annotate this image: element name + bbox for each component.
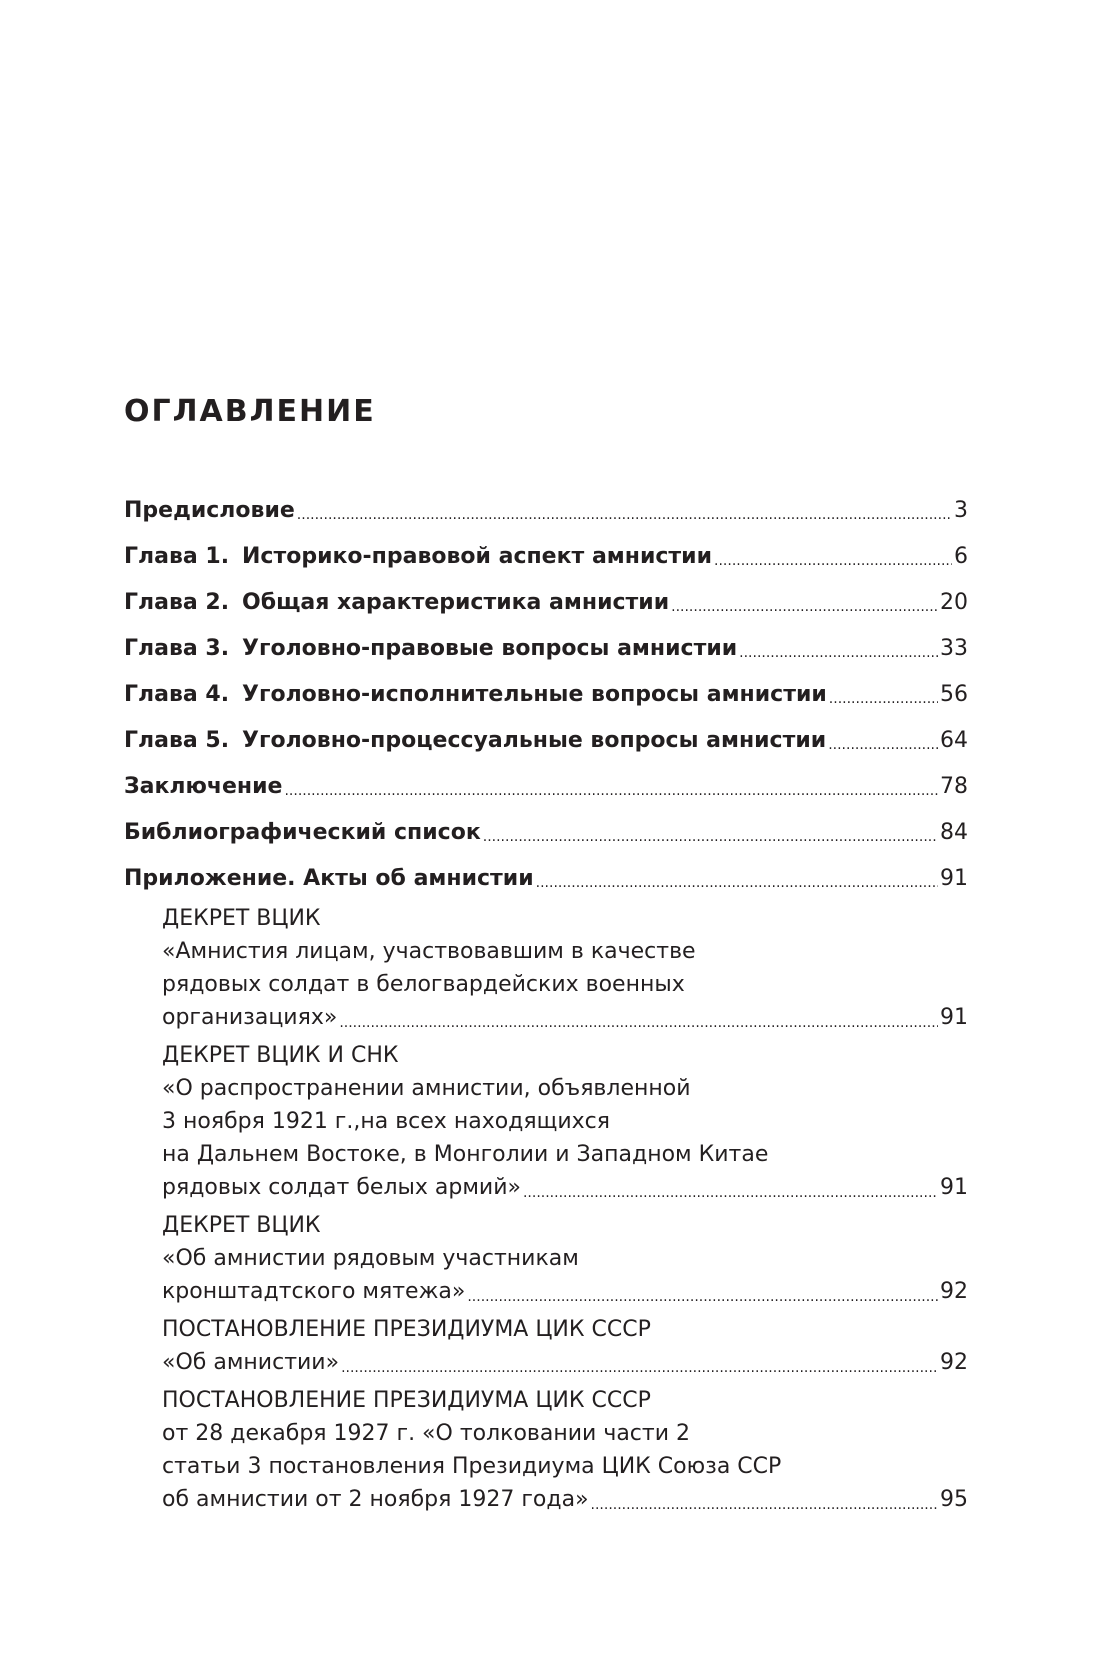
toc-page-number: 78 bbox=[940, 774, 968, 799]
dot-leader bbox=[828, 734, 938, 756]
toc-subentry[interactable] bbox=[162, 902, 968, 1034]
toc-page-number: 3 bbox=[954, 498, 968, 523]
dot-leader bbox=[829, 688, 938, 710]
subentry-line: организациях» bbox=[162, 1005, 338, 1030]
dot-leader bbox=[536, 872, 938, 894]
dot-leader bbox=[523, 1182, 938, 1204]
page-title: ОГЛАВЛЕНИЕ bbox=[124, 394, 376, 429]
toc-page-number: 91 bbox=[940, 1005, 968, 1030]
toc-page-number: 91 bbox=[940, 1175, 968, 1200]
toc-page-number: 92 bbox=[940, 1279, 968, 1304]
toc-entry-chapter-3[interactable] bbox=[124, 634, 968, 680]
dot-leader bbox=[467, 1286, 938, 1308]
toc-page-number: 64 bbox=[940, 728, 968, 753]
dot-leader bbox=[671, 596, 938, 618]
toc-entry-text: Уголовно-исполнительные вопросы амнистии bbox=[242, 682, 827, 707]
subentry-line: об амнистии от 2 ноября 1927 года» bbox=[162, 1487, 589, 1512]
toc-entry-text: Заключение bbox=[124, 774, 283, 799]
table-of-contents bbox=[124, 496, 968, 1521]
toc-subentry[interactable] bbox=[162, 1384, 968, 1516]
toc-subentry[interactable] bbox=[162, 1313, 968, 1379]
toc-page-number: 33 bbox=[940, 636, 968, 661]
subentry-line: ДЕКРЕТ ВЦИК bbox=[162, 1213, 321, 1238]
toc-entry-preface[interactable] bbox=[124, 496, 968, 542]
subentry-line: ПОСТАНОВЛЕНИЕ ПРЕЗИДИУМА ЦИК СССР bbox=[162, 1317, 651, 1342]
toc-entry-chapter-4[interactable] bbox=[124, 680, 968, 726]
toc-entry-text: Уголовно-процессуальные вопросы амнистии bbox=[242, 728, 827, 753]
toc-page-number: 92 bbox=[940, 1350, 968, 1375]
subentry-line: рядовых солдат белых армий» bbox=[162, 1175, 521, 1200]
subentry-line: рядовых солдат в белогвардейских военных bbox=[162, 972, 685, 997]
chapter-number: Глава 3. bbox=[124, 636, 230, 661]
dot-leader bbox=[341, 1357, 938, 1379]
toc-entry-conclusion[interactable] bbox=[124, 772, 968, 818]
chapter-number: Глава 2. bbox=[124, 590, 230, 615]
toc-entry-text: Приложение. Акты об амнистии bbox=[124, 866, 534, 891]
toc-page-number: 6 bbox=[954, 544, 968, 569]
toc-subentry[interactable] bbox=[162, 1039, 968, 1204]
chapter-number: Глава 1. bbox=[124, 544, 230, 569]
toc-page-number: 56 bbox=[940, 682, 968, 707]
subentry-line: кронштадтского мятежа» bbox=[162, 1279, 466, 1304]
toc-entry-chapter-5[interactable] bbox=[124, 726, 968, 772]
dot-leader bbox=[284, 780, 938, 802]
subentry-line: ДЕКРЕТ ВЦИК И СНК bbox=[162, 1043, 399, 1068]
toc-entry-text: Историко-правовой аспект амнистии bbox=[242, 544, 713, 569]
subentry-line: ПОСТАНОВЛЕНИЕ ПРЕЗИДИУМА ЦИК СССР bbox=[162, 1388, 651, 1413]
dot-leader bbox=[714, 550, 952, 572]
dot-leader bbox=[483, 826, 938, 848]
dot-leader bbox=[339, 1012, 938, 1034]
subentry-line: ДЕКРЕТ ВЦИК bbox=[162, 906, 321, 931]
toc-entry-chapter-1[interactable] bbox=[124, 542, 968, 588]
toc-page-number: 84 bbox=[940, 820, 968, 845]
toc-entry-text: Общая характеристика амнистии bbox=[242, 590, 670, 615]
dot-leader bbox=[591, 1494, 938, 1516]
subentry-line: 3 ноября 1921 г.,на всех находящихся bbox=[162, 1109, 610, 1134]
chapter-number: Глава 4. bbox=[124, 682, 230, 707]
toc-page-number: 95 bbox=[940, 1487, 968, 1512]
toc-page-number: 91 bbox=[940, 866, 968, 891]
toc-subentry[interactable] bbox=[162, 1209, 968, 1308]
subentry-line: на Дальнем Востоке, в Монголии и Западном Китае bbox=[162, 1142, 769, 1167]
subentry-line: статьи 3 постановления Президиума ЦИК Союза ССР bbox=[162, 1454, 782, 1479]
subentry-line: «Об амнистии рядовым участникам bbox=[162, 1246, 579, 1271]
toc-entry-text: Библиографический список bbox=[124, 820, 481, 845]
toc-entry-text: Уголовно-правовые вопросы амнистии bbox=[242, 636, 738, 661]
toc-entry-chapter-2[interactable] bbox=[124, 588, 968, 634]
subentry-line: от 28 декабря 1927 г. «О толковании части 2 bbox=[162, 1421, 691, 1446]
toc-page-number: 20 bbox=[940, 590, 968, 615]
dot-leader bbox=[739, 642, 938, 664]
chapter-number: Глава 5. bbox=[124, 728, 230, 753]
toc-entry-text: Предисловие bbox=[124, 498, 295, 523]
subentry-line: «Амнистия лицам, участвовавшим в качестве bbox=[162, 939, 696, 964]
subentry-line: «Об амнистии» bbox=[162, 1350, 340, 1375]
subentry-line: «О распространении амнистии, объявленной bbox=[162, 1076, 691, 1101]
toc-entry-appendix[interactable] bbox=[124, 864, 968, 902]
dot-leader bbox=[297, 504, 952, 526]
toc-entry-bibliography[interactable] bbox=[124, 818, 968, 864]
